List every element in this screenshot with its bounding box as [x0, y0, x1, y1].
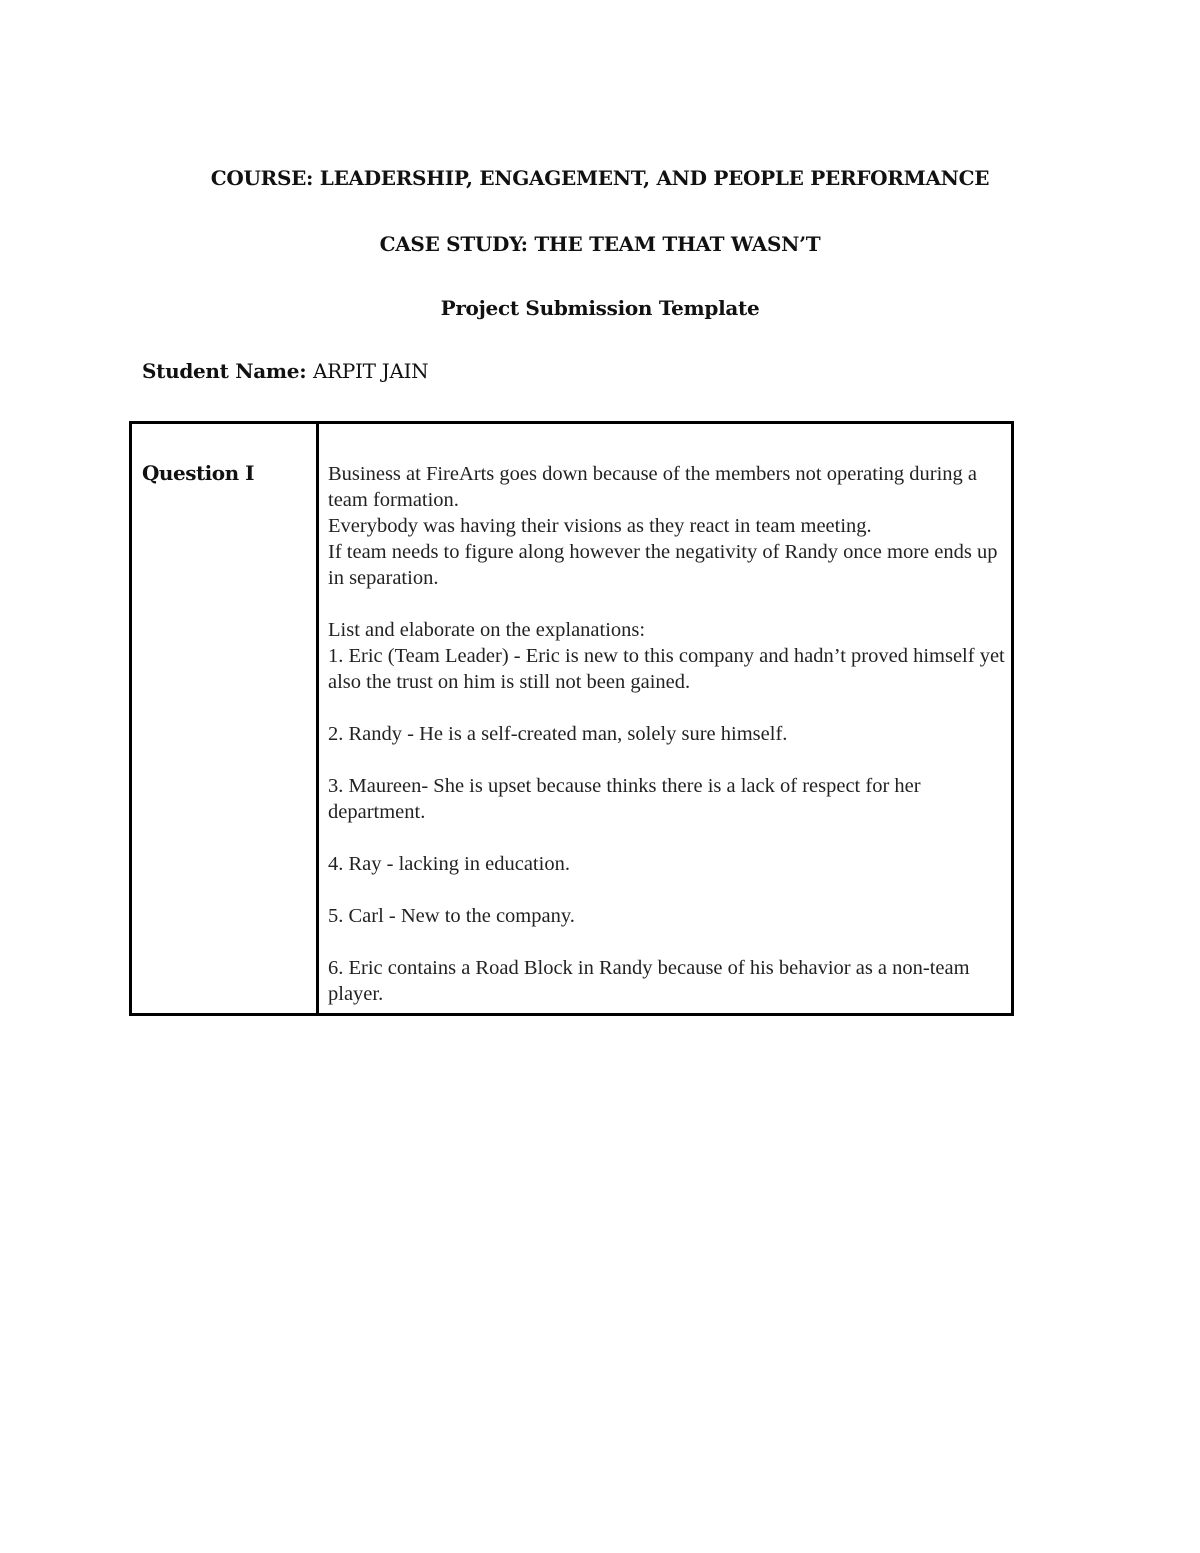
- student-name-label: Student Name:: [142, 359, 307, 383]
- list-item: 3. Maureen- She is upset because thinks there is a lack of respect for her department.: [328, 775, 921, 823]
- answer-cell: [328, 461, 1008, 1007]
- list-heading: List and elaborate on the explanations:: [328, 619, 646, 641]
- list-item: 5. Carl - New to the company.: [328, 905, 575, 927]
- answer-intro-line: Everybody was having their visions as they react in team meeting.: [328, 515, 872, 537]
- student-name-line: [142, 359, 428, 383]
- list-item: 6. Eric contains a Road Block in Randy because of his behavior as a non-team player.: [328, 957, 970, 1005]
- list-item: 4. Ray - lacking in education.: [328, 853, 570, 875]
- answer-intro-line: If team needs to figure along however the negativity of Randy once more ends up in separation.: [328, 541, 998, 589]
- column-divider: [316, 424, 319, 1013]
- question-table: [129, 421, 1014, 1016]
- answer-intro-line: Business at FireArts goes down because of the members not operating during a team formation.: [328, 463, 978, 511]
- case-study-title: CASE STUDY: THE TEAM THAT WASN’T: [379, 232, 821, 256]
- course-title: COURSE: LEADERSHIP, ENGAGEMENT, AND PEOPLE PERFORMANCE: [210, 166, 990, 190]
- question-label: Question I: [142, 461, 254, 485]
- list-item: 1. Eric (Team Leader) - Eric is new to this company and hadn’t proved himself yet also the trust on him is still not been gained.: [328, 645, 1005, 693]
- list-item: 2. Randy - He is a self-created man, solely sure himself.: [328, 723, 788, 745]
- student-name-value: ARPIT JAIN: [312, 359, 429, 383]
- template-title: Project Submission Template: [440, 296, 760, 320]
